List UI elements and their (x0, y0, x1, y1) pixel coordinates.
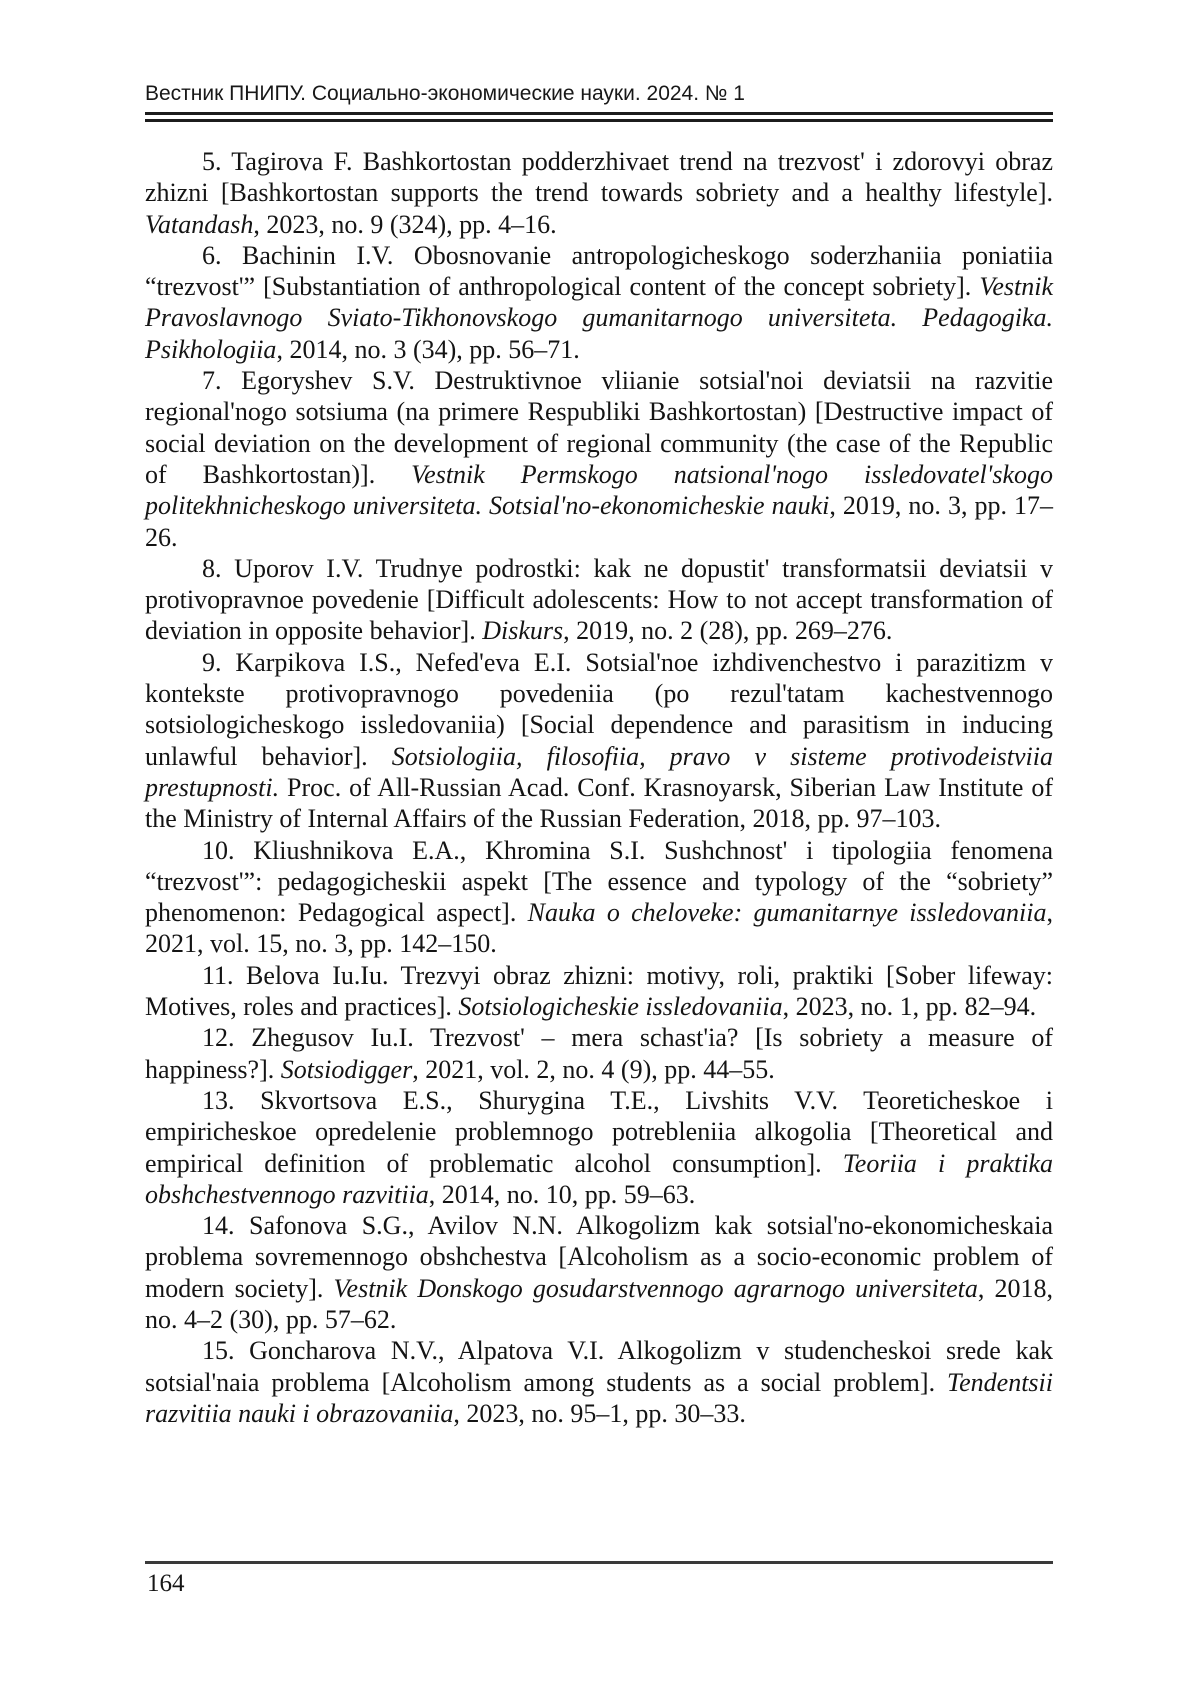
reference-item (145, 1022, 1053, 1085)
reference-source-title: Nauka o cheloveke: gumanitarnye issledovaniia (527, 898, 1047, 928)
reference-text: 10. Kliushnikova E.A., Khromina S.I. Sushchnost' i tipologiia fenomena “trezvost'”: pedagogicheskii aspekt [The essence and typology of the “sobriety” phenomenon: Pedagogical aspect]. (145, 835, 1053, 928)
reference-item (145, 835, 1053, 960)
reference-item (145, 365, 1053, 553)
reference-text: , 2021, vol. 2, no. 4 (9), pp. 44–55. (412, 1054, 775, 1084)
reference-source-title: Vestnik Pravoslavnogo Sviato-Tikhonovskogo gumanitarnogo universiteta. Pedagogika. Psikhologiia (145, 272, 1053, 364)
reference-text: , 2023, no. 9 (324), pp. 4–16. (253, 209, 557, 239)
reference-text: 6. Bachinin I.V. Obosnovanie antropologicheskogo soderzhaniia poniatiia “trezvost'” [Substantiation of anthropological content of the concept sobriety]. (145, 240, 1053, 302)
reference-text: , 2014, no. 10, pp. 59–63. (428, 1179, 696, 1209)
page-number: 164 (147, 1570, 185, 1597)
reference-text: 15. Goncharova N.V., Alpatova V.I. Alkogolizm v studencheskoi srede kak sotsial'naia problema [Alcoholism among students as a social problem]. (145, 1336, 1053, 1397)
running-header: Вестник ПНИПУ. Социально-экономические науки. 2024. № 1 (145, 82, 745, 105)
reference-text: Proc. of All-Russian Acad. Conf. Krasnoyarsk, Siberian Law Institute of the Ministry of Internal Affairs of the Russian Federation, 2018, pp. 97–103. (145, 772, 1053, 834)
reference-item (145, 146, 1053, 240)
reference-source-title: Tendentsii razvitiia nauki i obrazovaniia (145, 1367, 1053, 1428)
reference-text: 13. Skvortsova E.S., Shurygina T.E., Livshits V.V. Teoreticheskoe i empiricheskoe opredelenie problemnogo potrebleniia alkogolia [Theoretical and empirical definition of problematic alcohol consumption]. (145, 1085, 1053, 1178)
reference-text: 8. Uporov I.V. Trudnye podrostki: kak ne dopustit' transformatsii deviatsii v protivopravnoe povedenie [Difficult adolescents: How to not accept transformation of deviation in opposite behavior]. (145, 553, 1053, 646)
reference-source-title: Sotsiologiia, filosofiia, pravo v sisteme protivodeistviia prestupnosti. (145, 741, 1053, 802)
reference-text: 7. Egoryshev S.V. Destruktivnoe vliianie sotsial'noi deviatsii na razvitie regional'nogo sotsiuma (na primere Respubliki Bashkortostan) [Destructive impact of social deviation on the development of regional community (the case of the Republic of Bashkortostan)]. (145, 366, 1053, 489)
reference-source-title: Vatandash (145, 209, 254, 239)
reference-text: 9. Karpikova I.S., Nefed'eva E.I. Sotsial'noe izhdivenchestvo i parazitizm v kontekste protivopravnogo povedeniia (po rezul'tatam kachestvennogo sotsiologicheskogo issledovaniia) [Social dependence and parasitism in inducing unlawful behavior]. (145, 647, 1053, 771)
reference-text: 5. Tagirova F. Bashkortostan podderzhivaet trend na trezvost' i zdorovyi obraz zhizni [Bashkortostan supports the trend towards sobriety and a healthy lifestyle]. (145, 147, 1053, 208)
references-list (145, 146, 1053, 1429)
reference-item (145, 1335, 1053, 1429)
reference-item (145, 647, 1053, 835)
reference-item (145, 553, 1053, 647)
reference-item (145, 240, 1053, 365)
reference-text: , 2023, no. 95–1, pp. 30–33. (453, 1398, 746, 1428)
reference-text: , 2019, no. 3, pp. 17–26. (145, 491, 1053, 552)
reference-text: 12. Zhegusov Iu.I. Trezvost' – mera schast'ia? [Is sobriety a measure of happiness?]. (145, 1023, 1053, 1084)
reference-source-title: Sotsiologicheskie issledovaniia (458, 992, 783, 1022)
reference-source-title: Vestnik Donskogo gosudarstvennogo agrarnogo universiteta (333, 1273, 978, 1303)
reference-text: , 2021, vol. 15, no. 3, pp. 142–150. (145, 898, 1054, 959)
reference-text: 11. Belova Iu.Iu. Trezvyi obraz zhizni: motivy, roli, praktiki [Sober lifeway: Motives, roles and practices]. (145, 960, 1053, 1022)
reference-source-title: Teoriia i praktika obshchestvennogo razvitiia (145, 1148, 1053, 1209)
footer-rule (145, 1561, 1053, 1564)
reference-text: , 2014, no. 3 (34), pp. 56–71. (276, 334, 580, 364)
reference-text: , 2019, no. 2 (28), pp. 269–276. (563, 616, 893, 646)
reference-text: 14. Safonova S.G., Avilov N.N. Alkogolizm kak sotsial'no-ekonomicheskaia problema sovremennogo obshchestva [Alcoholism as a socio-economic problem of modern society]. (145, 1211, 1053, 1303)
header-double-rule (145, 112, 1053, 122)
reference-source-title: Sotsiodigger (280, 1054, 413, 1084)
reference-item (145, 1210, 1053, 1335)
reference-text: , 2018, no. 4–2 (30), pp. 57–62. (145, 1273, 1054, 1334)
reference-text: , 2023, no. 1, pp. 82–94. (782, 992, 1037, 1022)
reference-source-title: Diskurs (482, 616, 564, 646)
reference-source-title: Vestnik Permskogo natsional'nogo issledovatel'skogo politekhnicheskogo universiteta. Sotsial'no-ekonomicheskie nauki (145, 459, 1053, 521)
reference-item (145, 960, 1053, 1023)
reference-item (145, 1085, 1053, 1210)
